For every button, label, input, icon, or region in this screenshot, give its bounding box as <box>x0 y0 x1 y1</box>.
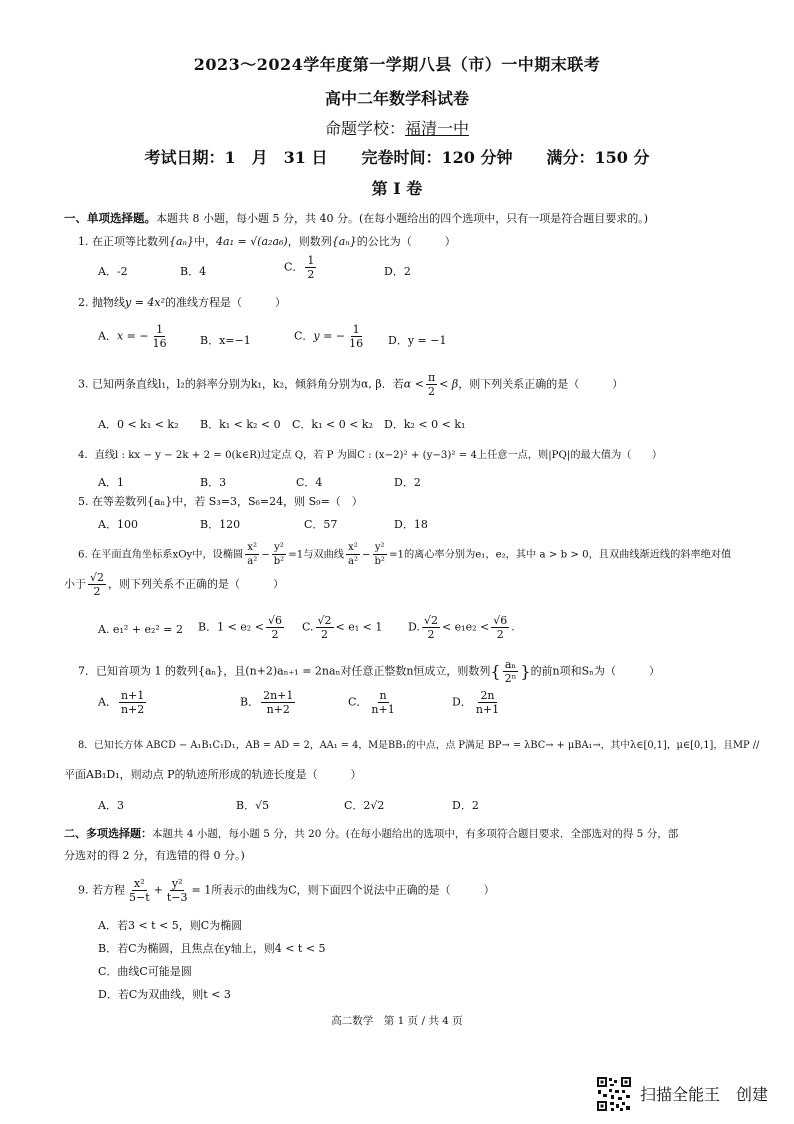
q6-option-c: C. $\frac{√2}{2}$ < e₁ < 1 <box>302 614 383 641</box>
q4-option-c: C．4 <box>296 476 323 489</box>
question-5-stem: 5. 在等差数列{aₙ}中，若 S₃=3，S₆=24，则 S₉=（ ） <box>78 495 363 508</box>
q9-option-c: C．曲线C可能是圆 <box>98 965 192 978</box>
q5-option-a: A．100 <box>98 518 138 531</box>
q3-option-a: A．0 < k₁ < k₂ <box>98 418 179 431</box>
q8-option-a: A．3 <box>98 799 124 812</box>
q8-option-d: D．2 <box>452 799 479 812</box>
scanner-watermark: 扫描全能王 创建 <box>640 1085 769 1104</box>
q2-option-c: C．y = − $\frac{1}{16}$ <box>294 323 364 350</box>
question-4-stem: 4．直线l : kx − y − 2k + 2 = 0(k∈R)过定点 Q，若 P 为圆C : (x−2)² + (y−3)² = 4上任意一点，则|PQ|的最大值为（ ） <box>78 450 663 461</box>
question-2-stem: 2. 抛物线y = 4x²的准线方程是（ ） <box>78 296 287 309</box>
school-name: 福清一中 <box>405 119 470 138</box>
exam-duration: 完卷时间：120 分钟 <box>361 148 513 167</box>
q7-option-d: D． $\frac{2n}{n+1}$ <box>452 689 500 716</box>
q6-option-d: D. $\frac{√2}{2}$ < e₁e₂ < $\frac{√6}{2}$ . <box>408 614 515 641</box>
question-1-stem: 1. 在正项等比数列{aₙ}中，4a₁ = √(a₂a₆)，则数列{aₙ}的公比为（ ） <box>78 235 456 248</box>
q3-option-c: C．k₁ < 0 < k₂ <box>292 418 373 431</box>
q1-option-d: D．2 <box>384 265 411 278</box>
q7-option-c: C． $\frac{n}{n+1}$ <box>348 689 395 716</box>
q4-option-b: B．3 <box>200 476 227 489</box>
exam-info-line <box>0 145 794 168</box>
q8-option-c: C．2√2 <box>344 799 385 812</box>
qr-code-icon <box>596 1076 632 1112</box>
section2-desc-cont: 分选对的得 2 分，有选错的得 0 分。) <box>64 849 245 862</box>
q3-option-b: B．k₁ < k₂ < 0 <box>200 418 281 431</box>
volume-heading: 第 I 卷 <box>371 179 423 198</box>
q9-option-a: A．若3 < t < 5，则C为椭圆 <box>98 919 243 932</box>
exam-date: 考试日期：1 月 31 日 <box>144 148 328 167</box>
q2-option-d: D．y = −1 <box>388 334 447 347</box>
question-9-stem: 9. 若方程 $\frac{\text{x²}}{5-t}$ + $\frac{\text{y²}}{t-3}$ = 1所表示的曲线为C，则下面四个说法中正确的是（ ） <box>78 877 495 904</box>
q9-option-d: D．若C为双曲线，则t < 3 <box>98 988 231 1001</box>
exam-full-score: 满分：150 分 <box>546 148 650 167</box>
q4-option-a: A．1 <box>98 476 124 489</box>
q2-option-a: A．x = − $\frac{1}{16}$ <box>98 323 167 350</box>
exam-title: 2023～2024学年度第一学期八县（市）一中期末联考 <box>193 55 601 74</box>
q8-option-b: B．√5 <box>236 799 270 812</box>
section2-heading <box>64 825 678 841</box>
question-3-stem: 3. 已知两条直线l₁，l₂的斜率分别为k₁，k₂，倾斜角分别为α, β．若α < $\frac{\pi}{2}$ < β，则下列关系正确的是（ ） <box>78 371 624 398</box>
q6-option-b: B．1 < e₂ < $\frac{√6}{2}$ <box>198 614 282 641</box>
q5-option-b: B．120 <box>200 518 241 531</box>
question-6-stem-cont: 小于 $\frac{√2}{2}$ ，则下列关系不正确的是（ ） <box>64 571 285 598</box>
q6-option-a: A. e₁² + e₂² = 2 <box>98 623 184 636</box>
q7-option-b: B． $\frac{2n+1}{n+2}$ <box>240 689 294 716</box>
q1-option-b: B．4 <box>180 265 207 278</box>
q5-option-d: D．18 <box>394 518 428 531</box>
question-7-stem: 7．已知首项为 1 的数列{aₙ}，且(n+2)aₙ₊₁ = 2naₙ对任意正整数n恒成立，则数列{ $\frac{\text{aₙ}}{\text{2ⁿ}}$ }的前n项和Sₙ为（ ） <box>78 658 660 685</box>
question-8-stem-cont: 平面AB₁D₁，则动点 P的轨迹所形成的轨迹长度是（ ） <box>64 768 362 781</box>
page-footer: 高二数学 第 1 页 / 共 4 页 <box>331 1015 463 1027</box>
q4-option-d: D．2 <box>394 476 421 489</box>
school-line <box>0 116 794 139</box>
section1-title: 一、单项选择题。 <box>64 211 156 225</box>
question-8-stem: 8．已知长方体 ABCD − A₁B₁C₁D₁，AB = AD = 2，AA₁ = 4，M是BB₁的中点，点 P满足 BP→ = λBC→ + μBA₁→，其中λ∈[0,1]，μ∈[0,1]，且MP // <box>78 740 760 751</box>
section2-title: 二、多项选择题： <box>64 827 152 840</box>
q9-option-b: B．若C为椭圆，且焦点在y轴上，则4 < t < 5 <box>98 942 326 955</box>
q2-option-b: B．x=−1 <box>200 334 251 347</box>
section1-heading <box>64 207 648 226</box>
section1-desc: 本题共 8 小题，每小题 5 分，共 40 分。(在每小题给出的四个选项中，只有一项是符合题目要求的。) <box>156 212 649 225</box>
question-6-stem: 6. 在平面直角坐标系xOy中，设椭圆 $\frac{\text{x²}}{\text{a²}}$ − $\frac{\text{y²}}{\text{b²}}$ =1与双曲线 $\frac{\text{x²}}{\text{a²}}$ − $\frac{\text{y²}}{\text{b²}}$ =1的离心率分别为e₁，e₂，其中 a > b > 0，且双曲线渐近线的斜率绝对值 <box>78 542 732 567</box>
section2-desc: 本题共 4 小题，每小题 5 分，共 20 分。(在每小题给出的选项中，有多项符合题目要求．全部选对的得 5 分，部 <box>152 828 679 840</box>
exam-subtitle: 高中二年数学科试卷 <box>324 89 469 108</box>
q3-option-d: D．k₂ < 0 < k₁ <box>384 418 466 431</box>
q1-option-a: A．-2 <box>98 265 128 278</box>
q7-option-a: A． $\frac{n+1}{n+2}$ <box>98 689 145 716</box>
school-label: 命题学校： <box>324 119 405 138</box>
q5-option-c: C．57 <box>304 518 338 531</box>
q1-option-c: C． $\frac{1}{2}$ <box>284 254 315 281</box>
